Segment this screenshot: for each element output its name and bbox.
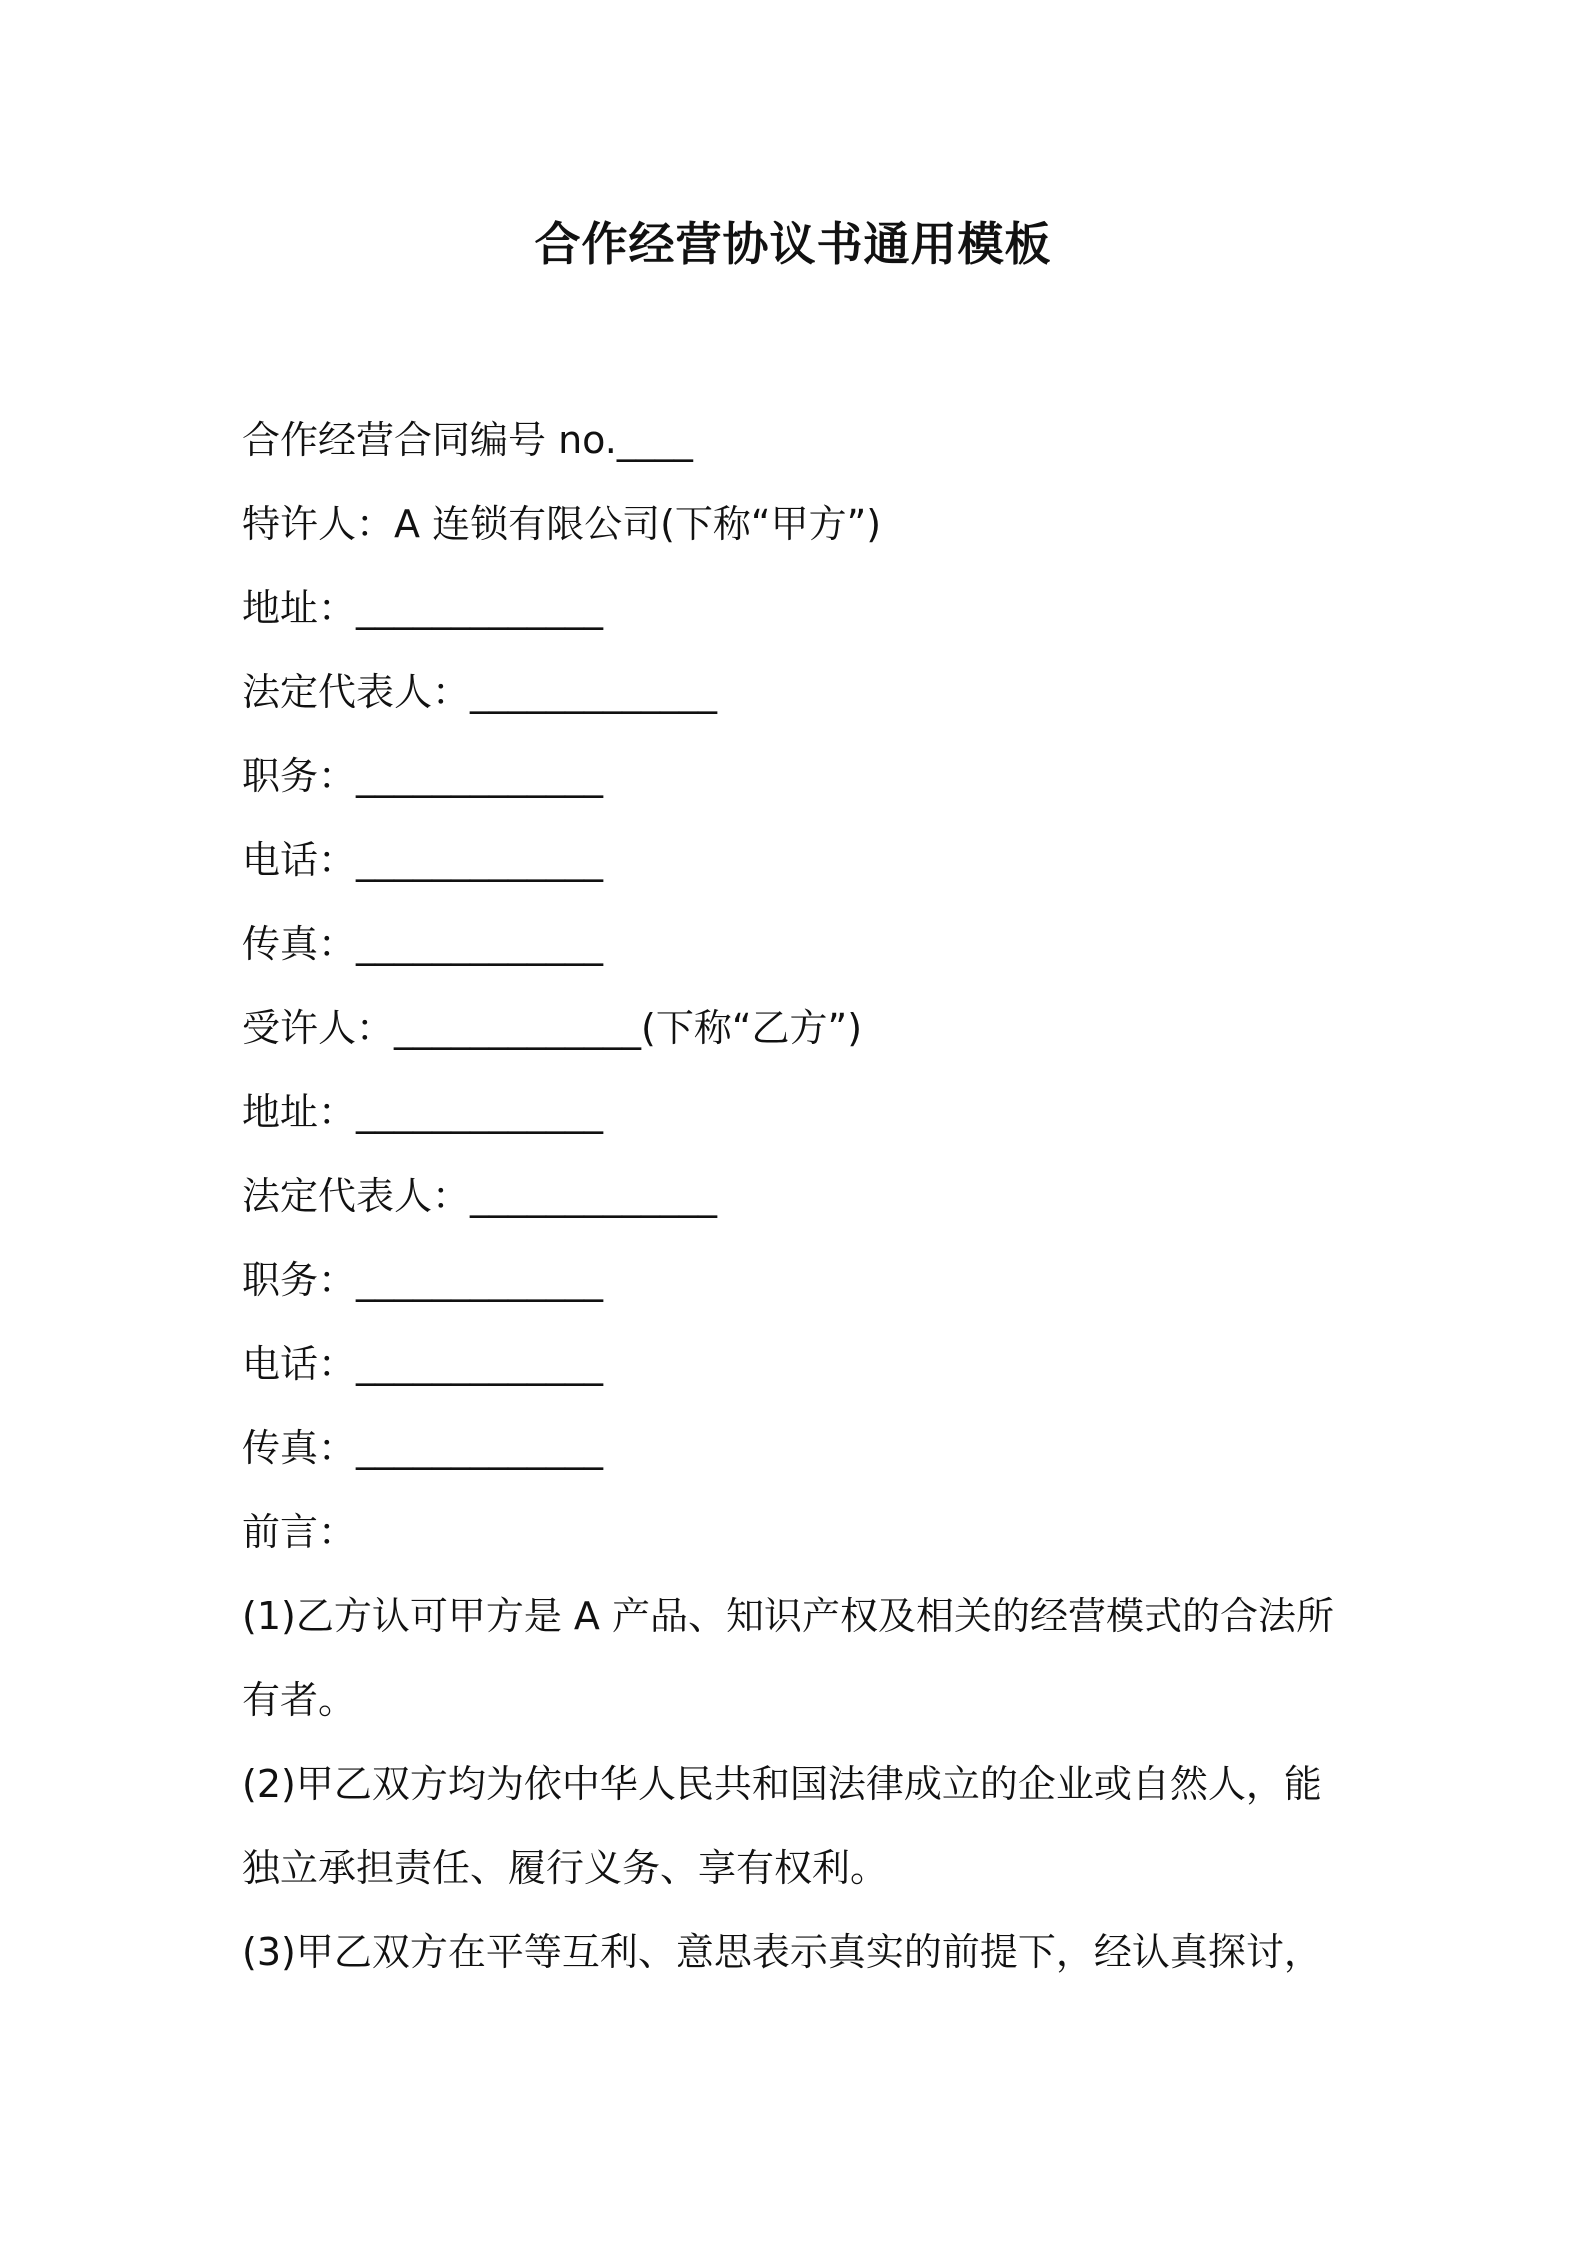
party-a-position-line: 职务：_____________ bbox=[242, 754, 604, 798]
document-body bbox=[242, 398, 1362, 1994]
preface-paragraph-1: (1)乙方认可甲方是 A 产品、知识产权及相关的经营模式的合法所有者。 bbox=[242, 1594, 1334, 1722]
party-b-address-line: 地址：_____________ bbox=[242, 1090, 604, 1134]
party-a-fax-line: 传真：_____________ bbox=[242, 922, 604, 966]
preface-heading: 前言： bbox=[242, 1510, 357, 1554]
franchisee-line: 受许人：_____________(下称“乙方”) bbox=[242, 1006, 863, 1050]
party-a-address-line: 地址：_____________ bbox=[242, 586, 604, 630]
franchisor-line: 特许人：A 连锁有限公司(下称“甲方”) bbox=[242, 502, 882, 546]
party-b-position-line: 职务：_____________ bbox=[242, 1258, 604, 1302]
document-title: 合作经营协议书通用模板 bbox=[534, 217, 1052, 271]
contract-number-line: 合作经营合同编号 no.____ bbox=[242, 418, 693, 462]
preface-paragraph-3: (3)甲乙双方在平等互利、意思表示真实的前提下，经认真探讨， bbox=[242, 1930, 1322, 1974]
party-a-legal-rep-line: 法定代表人：_____________ bbox=[242, 670, 718, 714]
party-b-fax-line: 传真：_____________ bbox=[242, 1426, 604, 1470]
preface-paragraph-2: (2)甲乙双方均为依中华人民共和国法律成立的企业或自然人，能独立承担责任、履行义务、享有权利。 bbox=[242, 1762, 1322, 1890]
party-b-legal-rep-line: 法定代表人：_____________ bbox=[242, 1174, 718, 1218]
party-a-phone-line: 电话：_____________ bbox=[242, 838, 604, 882]
party-b-phone-line: 电话：_____________ bbox=[242, 1342, 604, 1386]
